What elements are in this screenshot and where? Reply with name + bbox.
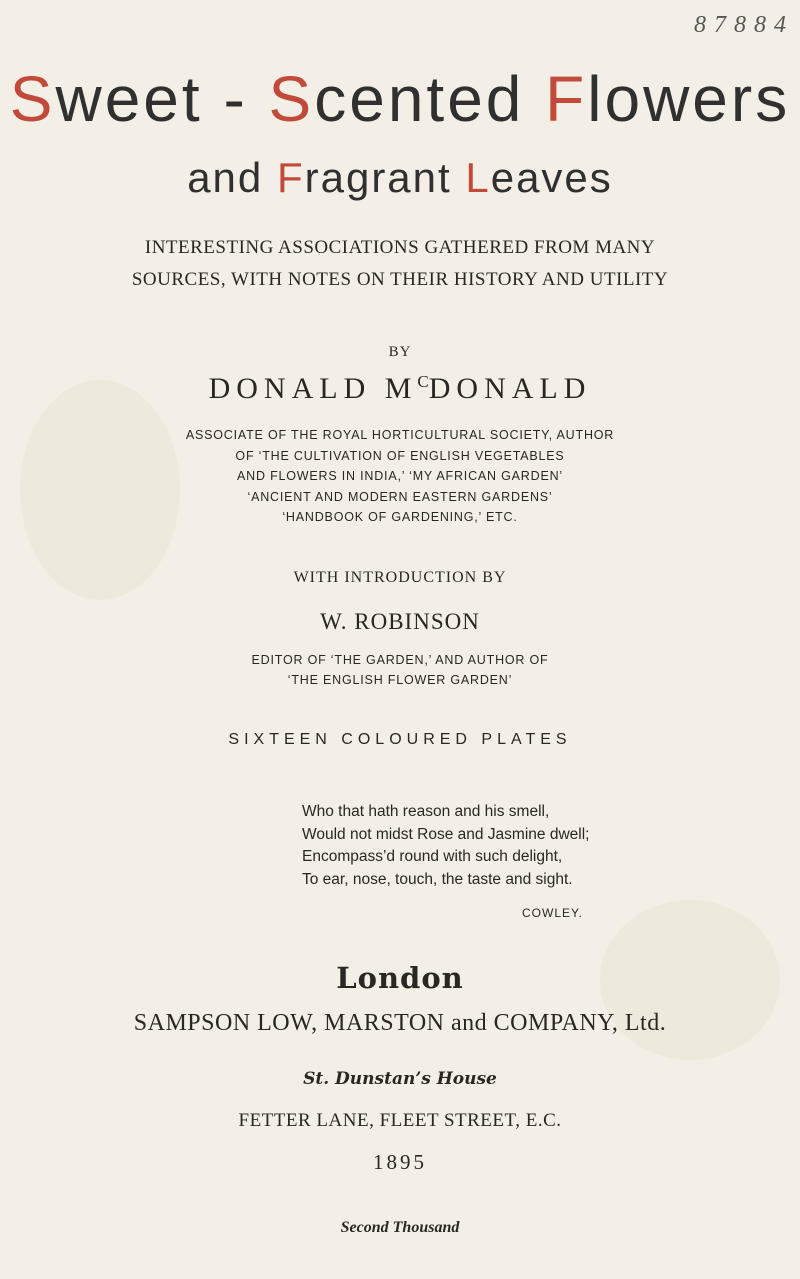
title-initial: L [465,154,491,201]
imprint-publisher: SAMPSON LOW, MARSTON and COMPANY, Ltd. [133,1010,667,1036]
title-initial: F [545,63,588,135]
title-text: cented [314,63,546,135]
imprint-city: London [336,961,464,995]
introduction-label: WITH INTRODUCTION BY [293,569,507,586]
title-initial: F [276,154,305,201]
book-title-line2 [0,154,800,202]
introducer-name: W. ROBINSON [320,609,480,634]
title-text: and [187,154,277,201]
imprint-year: 1895 [373,1150,427,1174]
imprint-address: FETTER LANE, FLEET STREET, E.C. [238,1110,562,1131]
book-title-line1 [0,62,800,136]
credential-line: AND FLOWERS IN INDIA,’ ‘MY AFRICAN GARDEN’ [237,469,563,483]
subtitle-line: SOURCES, WITH NOTES ON THEIR HISTORY AND UTILITY [131,269,669,290]
credential-line: OF ‘THE CULTIVATION OF ENGLISH VEGETABLES [235,448,565,463]
author-first: DONALD M [208,372,418,405]
epigraph-line: Encompass’d round with such delight, [302,848,563,865]
title-text: ragrant [304,154,466,201]
author-credentials [0,425,800,528]
title-text: lowers [587,63,791,135]
shelfmark: 8 7 8 8 4 [694,12,787,38]
title-text: weet - [55,63,269,135]
epigraph-line: Would not midst Rose and Jasmine dwell; [302,825,590,843]
credential-line: ASSOCIATE OF THE ROYAL HORTICULTURAL SOCIETY, AUTHOR [185,428,615,442]
subtitle [0,232,800,296]
epigraph-line: To ear, nose, touch, the taste and sight. [302,870,573,888]
epigraph-line: Who that hath reason and his smell, [302,803,550,820]
author-sup: C [417,372,429,391]
author-last: DONALD [428,372,592,405]
epigraph [302,801,602,891]
edition-note: Second Thousand [340,1219,460,1236]
title-initial: S [268,63,315,135]
credential-line: ‘THE ENGLISH FLOWER GARDEN’ [287,673,513,687]
by-label: BY [388,344,412,360]
title-text: eaves [490,154,613,201]
credential-line: ‘ANCIENT AND MODERN EASTERN GARDENS’ [247,489,553,504]
author-name [0,372,800,406]
title-initial: S [9,63,56,135]
subtitle-line: INTERESTING ASSOCIATIONS GATHERED FROM MANY [144,237,656,258]
plates-note: SIXTEEN COLOURED PLATES [228,731,572,748]
epigraph-attribution: COWLEY. [522,906,583,920]
credential-line: ‘HANDBOOK OF GARDENING,’ ETC. [282,510,518,524]
imprint-house: St. Dunstan’s House [303,1069,497,1089]
introducer-credentials [0,650,800,690]
credential-line: EDITOR OF ‘THE GARDEN,’ AND AUTHOR OF [251,653,549,667]
